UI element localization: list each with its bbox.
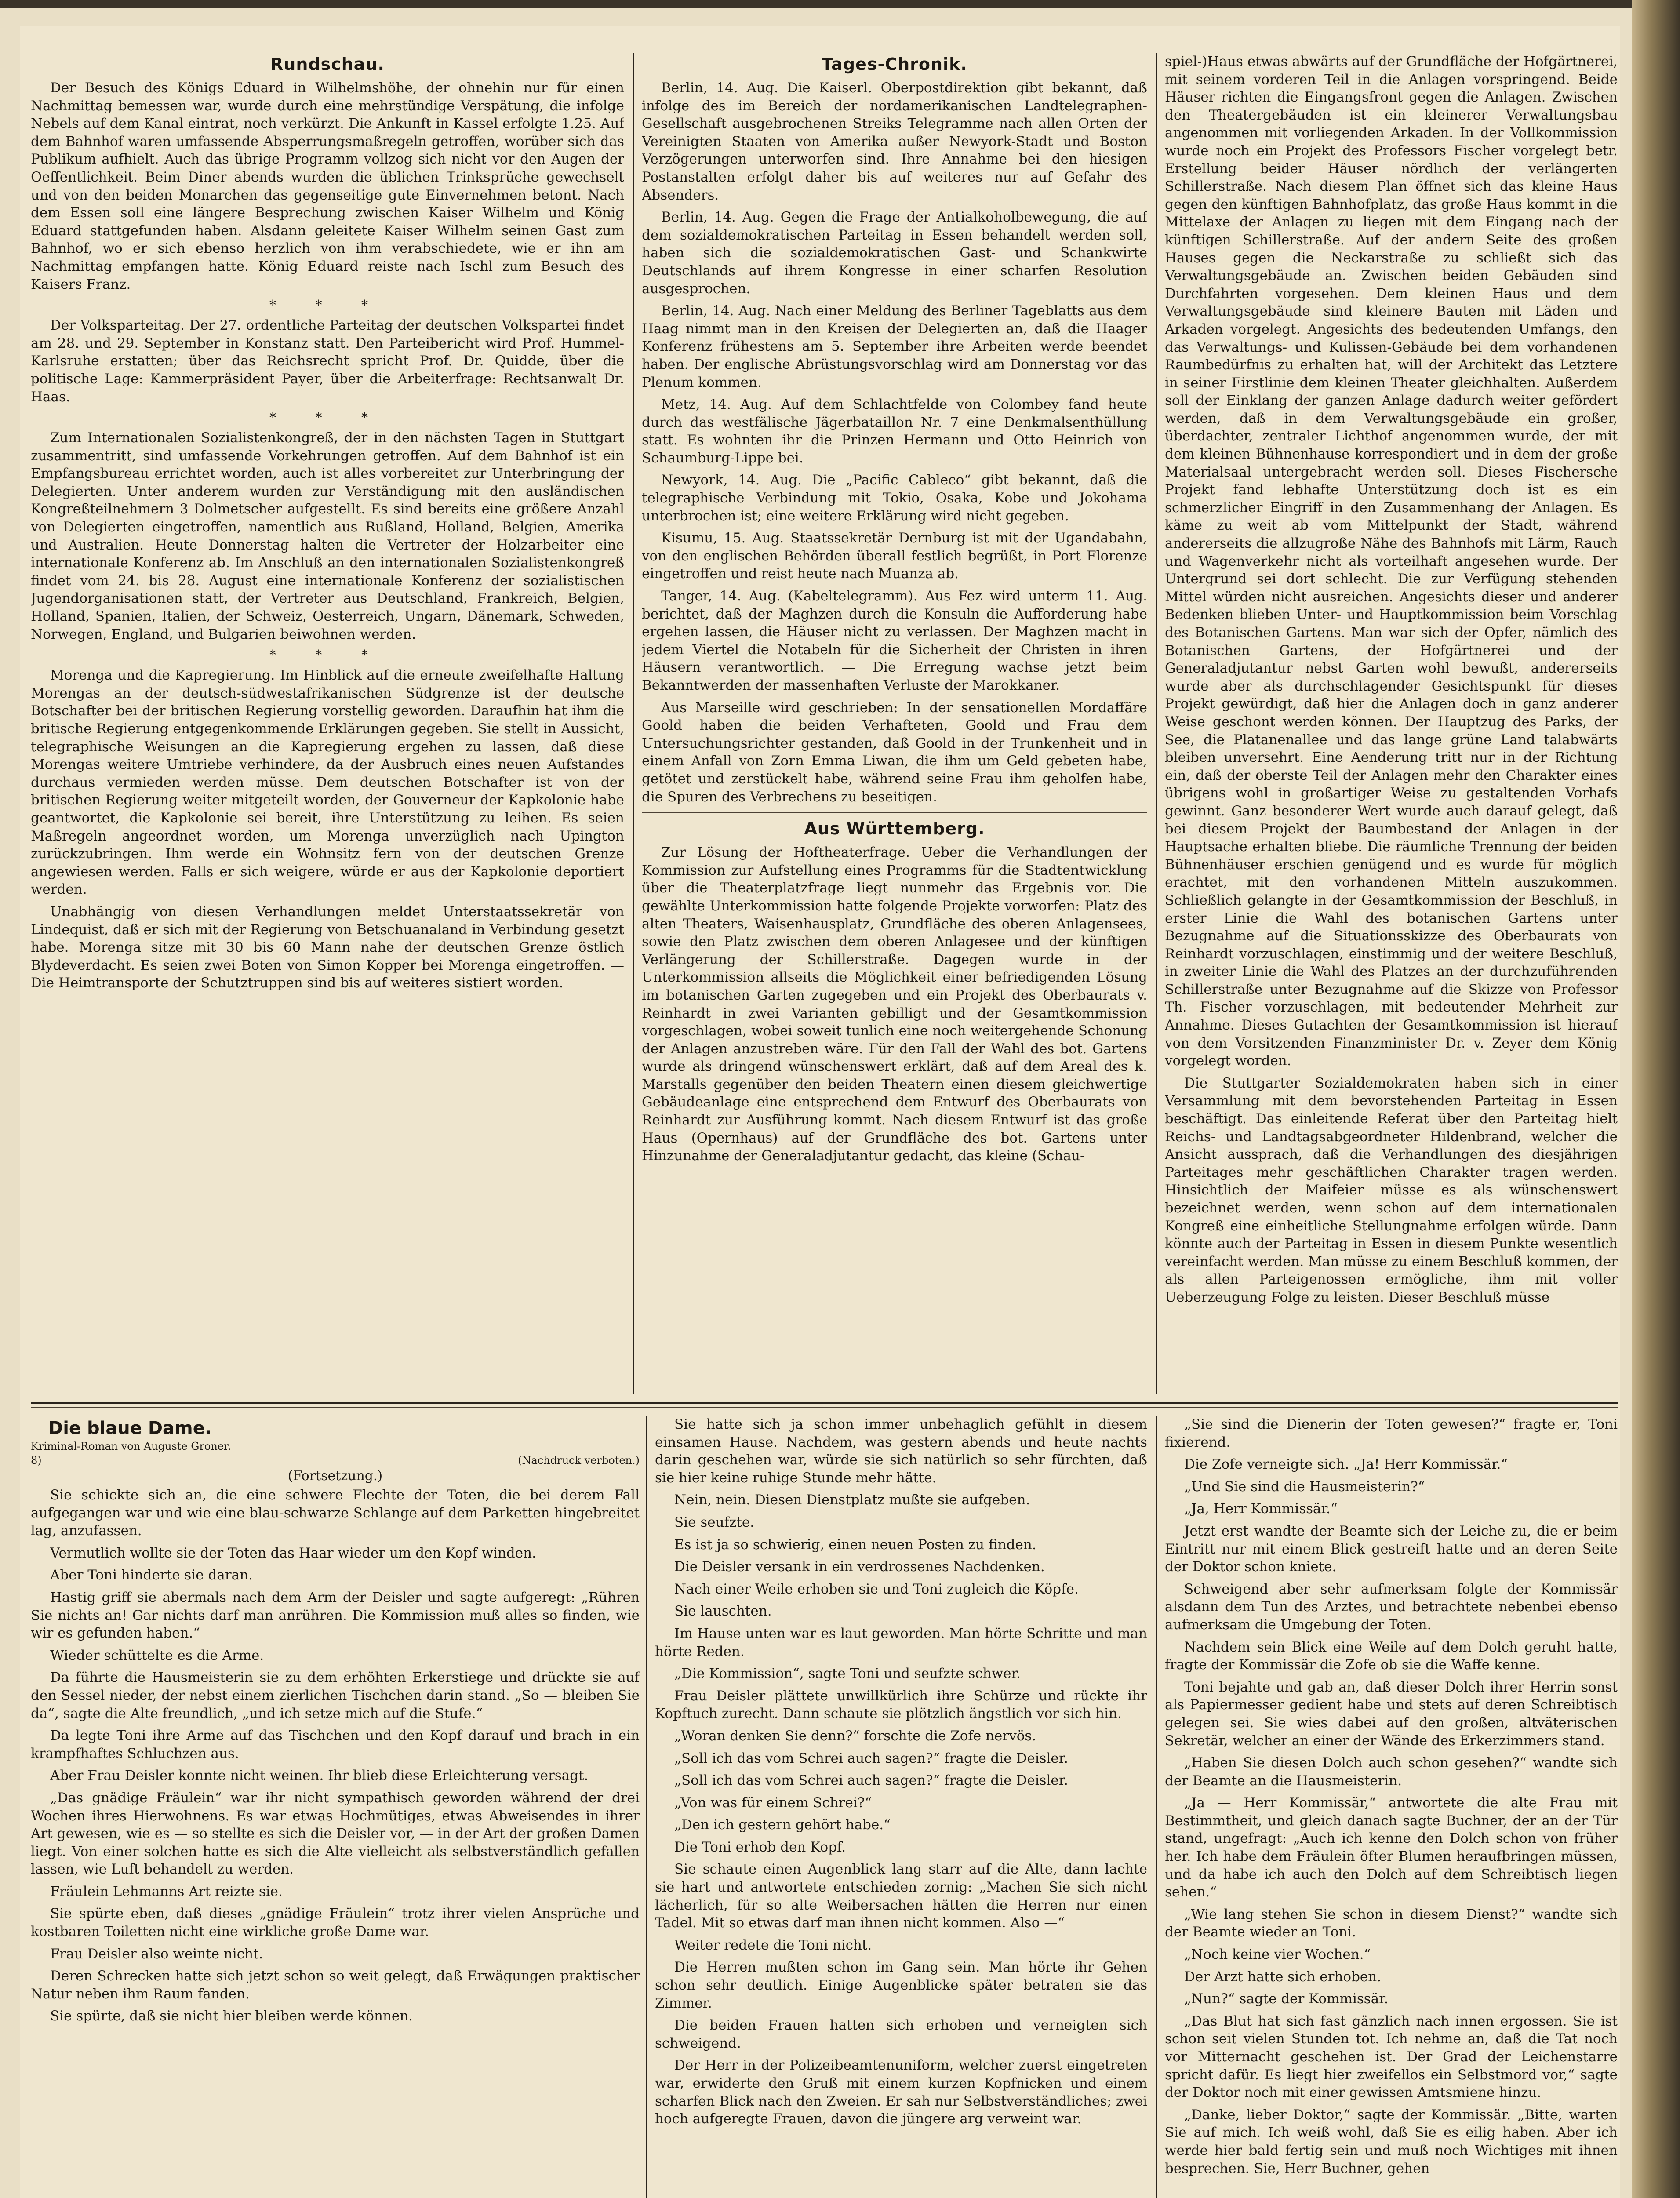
serial-meta-line <box>31 1454 640 1467</box>
serial-paragraph: Der Arzt hatte sich erhoben. <box>1184 1969 1382 1985</box>
serial-column-b <box>655 1416 1147 2198</box>
serial-paragraph: Sie hatte sich ja schon immer unbehaglich gefühlt in diesem einsamen Hause. Nachdem, was gestern abends und heute nachts darin geschehen war, würde sie sich natürlich so sehr fürchten, daß sie hier keine ruhige Stunde mehr hätte. <box>655 1416 1147 1486</box>
serial-column-a <box>31 1416 640 2198</box>
column-rule <box>633 53 634 1394</box>
serial-paragraph: Die Herren mußten schon im Gang sein. Man hörte ihr Gehen schon sehr deutlich. Einige Augenblicke später betraten sie das Zimmer. <box>655 1959 1147 2011</box>
serial-paragraph: Sie schaute einen Augenblick lang starr auf die Alte, dann lachte sie hart und antwortete entschieden zornig: „Machen Sie sich nicht lächerlich, für so alte Weibersachen hätten die Herren nur einen Tadel. Mit so etwas darf man ihnen nicht kommen. Also —“ <box>655 1861 1147 1931</box>
column-rundschau <box>31 53 624 1394</box>
news-berlin-1: Berlin, 14. Aug. Die Kaiserl. Oberpostdirektion gibt bekannt, daß infolge des im Bereich der nordamerikanischen Landtelegraphen-Gesellschaft ausgebrochenen Streiks Telegramme nach allen Orten der Vereinigten Staaten von Amerika außer Newyork-Stadt und Boston Verzögerungen unterworfen sind. Ihre Annahme bei den hiesigen Postanstalten erfolgt daher bis auf weiteres nur auf Gefahr des Absenders. <box>642 80 1147 203</box>
serial-paragraph: Nach einer Weile erhoben sie und Toni zugleich die Köpfe. <box>674 1581 1079 1597</box>
serial-paragraph: „Soll ich das vom Schrei auch sagen?“ fragte die Deisler. <box>674 1750 1069 1766</box>
serial-continuation: (Fortsetzung.) <box>287 1468 383 1484</box>
news-metz: Metz, 14. Aug. Auf dem Schlachtfelde von Colombey fand heute durch das westfälische Jägerbataillon Nr. 7 eine Denkmalsenthüllung statt. Es wohnten ihr die Prinzen Hermann und Otto Heinrich von Schaumburg-Lippe bei. <box>642 397 1147 466</box>
news-berlin-2: Berlin, 14. Aug. Gegen die Frage der Antialkoholbewegung, die auf dem sozialdemokratischen Parteitag in Essen behandelt werden soll, haben sich die sozialdemokratischen Gast- und Schankwirte Deutschlands auf ihrem Kongresse in einer scharfen Resolution ausgesprochen. <box>642 209 1147 297</box>
serial-paragraph: „Ja — Herr Kommissär,“ antwortete die alte Frau mit Bestimmtheit, und gleich danach sagte Buchner, der an der Tür stand, ungefragt: „Auch ich kenne den Dolch schon von früher her. Ich habe dem Fräulein öfter Blumen heraufbringen müssen, und da habe ich auch den Dolch auf dem Schreibtisch liegen sehen.“ <box>1165 1795 1618 1900</box>
article-hoftheaterfrage: Zur Lösung der Hoftheaterfrage. Ueber die Verhandlungen der Kommission zur Aufstellung eines Programms für die Stadtentwicklung über die Theaterplatzfrage liegt nunmehr das Ergebnis vor. Die gewählte Unterkommission hatte folgende Projekte vorworfen: Platz des alten Theaters, Waisenhausplatz, Grundfläche des oberen Anlagensees, sowie den Platz zwischen dem oberen Anlagesee und der künftigen Verlängerung der Schillerstraße. Dagegen wurde in der Unterkommission allseits die Möglichkeit einer befriedigenden Lösung im botanischen Garten zugegeben und ein Projekt des Oberbaurats v. Reinhardt in zwei Varianten gebilligt und der Gesamtkommission vorgeschlagen, wobei soweit tunlich eine noch weitergehende Schonung der Anlagen anzustreben wäre. Für den Fall der Wahl des bot. Gartens wurde als dringend wünschenswert erklärt, daß auf dem Areal des k. Marstalls gegenüber den beiden Theatern einen diesem gleichwertige Gebäudeanlage eine entsprechend dem Entwurf des Oberbaurats von Reinhardt zur Ausführung kommt. Nach diesem Entwurf ist das große Haus (Opernhaus) auf der Grundfläche des bot. Gartens unter Hinzunahme der Generaladjutantur gedacht, das kleine (Schau- <box>642 844 1147 1164</box>
serial-paragraph: Toni bejahte und gab an, daß dieser Dolch ihrer Herrin sonst als Papiermesser gedient habe und stets auf deren Schreibtisch gelegen sei. Sie wies dabei auf den großen, altväterischen Sekretär, welcher an einer der Wände des Erkerzimmers stand. <box>1165 1679 1618 1749</box>
news-marseille: Aus Marseille wird geschrieben: In der sensationellen Mordaffäre Goold haben die beiden Verhafteten, Goold und Frau dem Untersuchungsrichter gestanden, daß Goold in der Trunkenheit und in einem Anfall von Zorn Emma Liwan, die ihm um Geld gebeten habe, getötet und zerstückelt habe, während seine Frau ihm geholfen habe, die Spuren des Verbrechens zu beseitigen. <box>642 699 1147 805</box>
news-tanger: Tanger, 14. Aug. (Kabeltelegramm). Aus Fez wird unterm 11. Aug. berichtet, daß der Maghzen durch die Konsuln die Aufforderung habe ergehen lassen, die Häuser nicht zu verlassen. Der Maghzen macht in jedem Viertel die Notabeln für die Sicherheit der Christen in ihren Häusern verantwortlich. — Die Erregung wachse jetzt beim Bekanntwerden der massenhaften Verluste der Marokkaner. <box>642 588 1147 693</box>
serial-paragraph: „Von was für einem Schrei?“ <box>674 1794 872 1811</box>
serial-paragraph: „Soll ich das vom Schrei auch sagen?“ fragte die Deisler. <box>674 1772 1069 1789</box>
serial-title: Die blaue Dame. <box>48 1418 212 1438</box>
column-tages-chronik <box>642 53 1147 1394</box>
serial-paragraph: „Den ich gestern gehört habe.“ <box>674 1817 891 1833</box>
serial-paragraph: Sie lauschten. <box>674 1603 772 1619</box>
serial-number: 8) <box>31 1454 42 1467</box>
serial-paragraph: Da legte Toni ihre Arme auf das Tischchen und den Kopf darauf und brach in ein krampfhaftes Schluchzen aus. <box>31 1728 640 1761</box>
column-hoftheater-cont <box>1165 53 1618 1394</box>
article-hoftheater-continued: spiel-)Haus etwas abwärts auf der Grundfläche der Hofgärtnerei, mit seinem vorderen Teil in die Anlagen vorspringend. Beide Häuser richten die Eingangsfront gegen die Anlagen. Zwischen den Theatergebäuden ist ein kleinerer Verwaltungsbau angenommen mit vorliegenden Arkaden. In der Vollkommission wurde noch ein Projekt des Professors Fischer vorgelegt betr. Erstellung beider Häuser nördlich der verlängerten Schillerstraße. Nach diesem Plan öffnet sich das kleine Haus gegen den künftigen Bahnhofplatz, das große Haus kommt in die Mittelaxe der Anlagen zu liegen mit dem Eingang nach der künftigen Schillerstraße. Auf der andern Seite des großen Hauses gegen die Neckarstraße zu schließt sich das Verwaltungsgebäude an. Zwischen beiden Gebäuden sind Durchfahrten vorgesehen. Dem kleinen Haus und dem Verwaltungsgebäude sind kleinere Bauten mit Läden und Arkaden vorgelegt. Angesichts des bedeutenden Umfangs, den das Verwaltungs- und Kulissen-Gebäude bei dem vorhandenen Raumbedürfnis zu erhalten hat, will der Architekt das Letztere in seiner Firstlinie dem kleinen Theater gleichhalten. Außerdem soll der Einklang der ganzen Anlage dadurch weiter gefördert werden, daß in dem Verwaltungsgebäude ein großer, überdachter, zentraler Lichthof angenommen wurde, der mit dem kleinen Bühnenhause korrespondiert und in dem der große Materialsaal untergebracht werden soll. Dieses Fischersche Projekt fand lebhafte Unterstützung doch ist es ein schmerzlicher Eingriff in den Zusammenhang der Anlagen. Es käme zu weit ab vom Mittelpunkt der Stadt, während andererseits die allzugroße Nähe des Bahnhofs mit Lärm, Rauch und Wagenverkehr nicht als vorteilhaft angesehen wurde. Der Untergrund sei dort schlecht. Die zur Verfügung stehenden Mittel würden nicht ausreichen. Angesichts dieser und anderer Bedenken blieben Unter- und Hauptkommission beim Vorschlag des Botanischen Gartens. Man war sich der Opfer, nämlich des Botanischen Gartens, der Hofgärtnerei und der Generaladjutantur nebst Garten wohl bewußt, andererseits wurde aber als durchschlagender Gesichtspunkt für dieses Projekt gewürdigt, daß hier die Anlagen doch in ganz anderer Weise geschont werden können. Der Hauptzug des Parks, der See, die Platanenallee und das lange grüne Land talabwärts bleiben unversehrt. Eine Aenderung tritt nur in der Richtung ein, daß der oberste Teil der Anlagen mehr den Charakter eines übrigens wohl in großartiger Weise zu gestaltenden Vorhafs gewinnt. Ganz besonderer Wert wurde auch darauf gelegt, daß bei diesem Projekt der Baumbestand der Anlagen in der Hauptsache erhalten bliebe. Die räumliche Trennung der beiden Bühnenhäuser erschien genügend und es wurde für möglich erachtet, mit den vorhandenen Mitteln auszukommen. Schließlich gelangte in der Gesamtkommission der Beschluß, in erster Linie die Wahl des botanischen Gartens unter Bezugnahme auf die Situationsskizze des Oberbaurats von Reinhardt vorzuschlagen, einstimmig und der weitere Beschluß, in zweiter Linie die Wahl des Platzes an der durchzuführenden Schillerstraße unter Bezugnahme auf die Skizze von Professor Th. Fischer vorzuschlagen, mit bedeutender Mehrheit zur Annahme. Dieses Gutachten der Gesamtkommission ist hierauf von dem Vorsitzenden Finanzminister Dr. v. Zeyer dem König vorgelegt worden. <box>1165 54 1618 1069</box>
serial-paragraph: „Und Sie sind die Hausmeisterin?“ <box>1184 1478 1425 1495</box>
article-sozialistenkongress: Zum Internationalen Sozialistenkongreß, der in den nächsten Tagen in Stuttgart zusammentritt, sind umfassende Vorkehrungen getroffen. Auf dem Bahnhof ist ein Empfangsbureau errichtet worden, auch ist alles vorbereitet zur Unterbringung der Delegierten. Unter anderem wurden zur Verständigung mit den ausländischen Kongreßteilnehmern 3 Dolmetscher aufgestellt. Es sind bereits eine größere Anzahl von Delegierten eingetroffen, namentlich aus Rußland, Holland, Belgien, Amerika und Australien. Heute Donnerstag halten die Vertreter der Holzarbeiter eine internationale Konferenz ab. Im Anschluß an den internationalen Sozialistenkongreß findet vom 24. bis 28. August eine internationale Konferenz der sozialistischen Jugendorganisationen statt, der Vertreter aus Deutschland, Frankreich, Belgien, Holland, Spanien, Italien, der Schweiz, Oesterreich, Ungarn, Dänemark, Schweden, Norwegen, England, und Bulgarien beiwohnen werden. <box>31 430 624 642</box>
serial-paragraph: Sie seufzte. <box>674 1514 755 1530</box>
serial-notice: (Nachdruck verboten.) <box>518 1454 640 1467</box>
feuilleton-rule-thin <box>31 1407 1618 1408</box>
serial-paragraph: Der Herr in der Polizeibeamtenuniform, welcher zuerst eingetreten war, erwiderte den Gruß mit einem kurzen Kopfnicken und einem scharfen Blick nach den Zweien. Er sah nur Selbstverständliches; zwei hoch aufgeregte Frauen, davon die jüngere arg verweint war. <box>655 2057 1147 2127</box>
serial-paragraph: Sie spürte eben, daß dieses „gnädige Fräulein“ trotz ihrer vielen Ansprüche und kostbaren Toiletten nicht eine wirkliche große Dame war. <box>31 1906 640 1940</box>
serial-paragraph: Die beiden Frauen hatten sich erhoben und verneigten sich schweigend. <box>655 2017 1147 2051</box>
serial-paragraph: Nachdem sein Blick eine Weile auf dem Dolch geruht hatte, fragte der Kommissär die Zofe ob sie die Waffe kenne. <box>1165 1639 1618 1673</box>
serial-paragraph: Da führte die Hausmeisterin sie zu dem erhöhten Erkerstiege und drückte sie auf den Sessel nieder, der nebst einem zierlichen Tischchen darin stand. „So — bleiben Sie da“, sagte die Alte freundlich, „und ich setze mich auf die Stufe.“ <box>31 1670 640 1721</box>
feuilleton-rule <box>31 1402 1618 1404</box>
news-kisumu: Kisumu, 15. Aug. Staatssekretär Dernburg ist mit der Ugandabahn, von den englischen Behörden überall festlich begrüßt, in Port Florenze eingetroffen und reist heute nach Muanza ab. <box>642 530 1147 582</box>
section-separator: * * * <box>269 298 386 313</box>
column-rule <box>1156 53 1157 1394</box>
scan-edge-top <box>0 0 1680 8</box>
serial-paragraph: Frau Deisler plättete unwillkürlich ihre Schürze und rückte ihr Kopftuch zurecht. Dann schaute sie plötzlich ängstlich vor sich hin. <box>655 1688 1147 1722</box>
serial-paragraph: „Ja, Herr Kommissär.“ <box>1184 1501 1338 1517</box>
article-stuttgarter-sozialdemokraten: Die Stuttgarter Sozialdemokraten haben sich in einer Versammlung mit dem bevorstehenden Parteitag in Essen beschäftigt. Das einleitende Referat über den Parteitag hielt Reichs- und Landtagsabgeordneter Hildenbrand, welcher die Ansicht aussprach, daß die Verhandlungen des diesjährigen Parteitages mehr geschäftlichen Charakter tragen werden. Hinsichtlich der Maifeier müsse es als wünschenswert bezeichnet werden, wenn schon auf dem internationalen Kongreß eine einheitliche Stellungnahme erfolgen würde. Dann könnte auch der Parteitag in Essen in diesem Punkte wesentlich vereinfacht werden. Man müsse zu einem Beschluß kommen, der als allen Parteigenossen ermögliche, ihm mit voller Ueberzeugung Folge zu leisten. Dieser Beschluß müsse <box>1165 1075 1618 1305</box>
serial-subtitle: Kriminal-Roman von Auguste Groner. <box>31 1440 231 1452</box>
article-morenga-cont: Unabhängig von diesen Verhandlungen meldet Unterstaatssekretär von Lindequist, daß er sich mit der Regierung von Betschuanaland in Verbindung gesetzt habe. Morenga sitze mit 30 bis 60 Mann nahe der deutschen Grenze östlich Blydeverdacht. Es seien zwei Boten von Simon Kopper bei Morenga eingetroffen. — Die Heimtransporte der Schutztruppen sind bis auf weiteres sistiert worden. <box>31 903 624 991</box>
article-volksparteitag: Der Volksparteitag. Der 27. ordentliche Parteitag der deutschen Volkspartei findet am 28. und 29. September in Konstanz statt. Den Parteibericht wird Prof. Hummel-Karlsruhe erstatten; über das Reichsrecht spricht Prof. Dr. Quidde, über die politische Lage: Kammerpräsident Payer, über die Arbeiterfrage: Rechtsanwalt Dr. Haas. <box>31 317 624 405</box>
serial-paragraph: Weiter redete die Toni nicht. <box>674 1937 872 1953</box>
serial-paragraph: Deren Schrecken hatte sich jetzt schon so weit gelegt, daß Erwägungen praktischer Natur neben ihm Raum fanden. <box>31 1968 640 2002</box>
news-berlin-3: Berlin, 14. Aug. Nach einer Meldung des Berliner Tageblatts aus dem Haag nimmt man in den Kreisen der Delegierten an, daß die Haager Konferenz frühestens am 5. September ihre Arbeiten werde beendet haben. Der englische Abrüstungsvorschlag wird am Donnerstag vor das Plenum kommen. <box>642 303 1147 390</box>
serial-paragraph: „Haben Sie diesen Dolch auch schon gesehen?“ wandte sich der Beamte an die Hausmeisterin. <box>1165 1755 1618 1789</box>
serial-paragraph: Sie schickte sich an, die eine schwere Flechte der Toten, die bei derem Fall aufgegangen war und wie eine blau-schwarze Schlange auf dem Parketten hingebreitet lag, anzufassen. <box>31 1487 640 1539</box>
section-separator: * * * <box>269 410 386 426</box>
serial-paragraph: „Danke, lieber Doktor,“ sagte der Kommissär. „Bitte, warten Sie auf mich. Ich weiß wohl, daß Sie es eilig haben. Aber ich werde hier bald fertig sein und muß noch Wichtiges mit ihnen besprechen. Sie, Herr Buchner, gehen <box>1165 2107 1618 2176</box>
serial-paragraph: Vermutlich wollte sie der Toten das Haar wieder um den Kopf winden. <box>50 1545 536 1561</box>
serial-paragraph: Die Deisler versank in ein verdrossenes Nachdenken. <box>674 1559 1045 1575</box>
book-binding-edge <box>1632 0 1680 2198</box>
news-newyork: Newyork, 14. Aug. Die „Pacific Cableco“ gibt bekannt, daß die telegraphische Verbindung mit Tokio, Osaka, Kobe und Jokohama unterbrochen ist; eine weitere Erklärung wird nicht gegeben. <box>642 472 1147 524</box>
serial-paragraph: Aber Frau Deisler konnte nicht weinen. Ihr blieb diese Erleichterung versagt. <box>50 1768 589 1784</box>
rundschau-title: Rundschau. <box>270 55 385 74</box>
article-koenig-eduard: Der Besuch des Königs Eduard in Wilhelmshöhe, der ohnehin nur für einen Nachmittag bemessen war, wurde durch eine mehrstündige Verspätung, die infolge Nebels auf dem Kanal eintrat, noch verkürzt. Die Ankunft in Kassel erfolgte 1.25. Auf dem Bahnhof waren umfassende Absperrungsmaßregeln getroffen, worüber sich das Publikum aufhielt. Auch das übrige Programm vollzog sich nicht vor den Augen der Oeffentlichkeit. Beim Diner abends wurden die üblichen Trinksprüche gewechselt und von den beiden Monarchen das gegenseitige gute Einvernehmen betont. Nach dem Essen soll eine längere Besprechung zwischen Kaiser Wilhelm und König Eduard stattgefunden haben. Alsdann geleitete Kaiser Wilhelm seinen Gast zum Bahnhof, wo er sich ebenso herzlich von ihm verabschiedete, wie er ihn am Nachmittag empfangen hatte. König Eduard reiste nach Ischl zum Besuch des Kaisers Franz. <box>31 80 624 292</box>
serial-paragraph: „Das gnädige Fräulein“ war ihr nicht sympathisch geworden während der drei Wochen ihres Hierwohnens. Es war etwas Hochmütiges, etwas Abweisendes in ihrer Art gewesen, wie es — so stellte es sich die Deisler vor, — in der Art der großen Damen liegt. Von einer solchen hatte es sich die Alte vielleicht als selbstverständlich gefallen lassen, wie Luft behandelt zu werden. <box>31 1790 640 1878</box>
serial-column-c <box>1165 1416 1618 2198</box>
serial-paragraph: „Nun?“ sagte der Kommissär. <box>1184 1991 1389 2007</box>
serial-paragraph: Nein, nein. Diesen Dienstplatz mußte sie aufgeben. <box>674 1492 1030 1508</box>
column-rule <box>646 1416 647 2198</box>
serial-paragraph: Jetzt erst wandte der Beamte sich der Leiche zu, die er beim Eintritt nur mit einem Blick gestreift hatte und an deren Seite der Doktor schon kniete. <box>1165 1523 1618 1575</box>
serial-paragraph: „Die Kommission“, sagte Toni und seufzte schwer. <box>674 1666 1021 1682</box>
serial-paragraph: „Wie lang stehen Sie schon in diesem Dienst?“ wandte sich der Beamte wieder an Toni. <box>1165 1906 1618 1940</box>
serial-paragraph: Im Hause unten war es laut geworden. Man hörte Schritte und man hörte Reden. <box>655 1625 1147 1659</box>
serial-paragraph: Die Toni erhob den Kopf. <box>674 1839 846 1855</box>
serial-paragraph: Aber Toni hinderte sie daran. <box>50 1567 253 1583</box>
serial-paragraph: Sie spürte, daß sie nicht hier bleiben werde können. <box>50 2008 413 2024</box>
newspaper-page <box>20 26 1620 2198</box>
serial-paragraph: Hastig griff sie abermals nach dem Arm der Deisler und sagte aufgeregt: „Rühren Sie nichts an! Gar nichts darf man anrühren. Die Kommission muß alles so finden, wie wir es gefunden haben.“ <box>31 1589 640 1641</box>
serial-paragraph: Frau Deisler also weinte nicht. <box>50 1946 263 1962</box>
serial-paragraph: Die Zofe verneigte sich. „Ja! Herr Kommissär.“ <box>1184 1456 1508 1473</box>
article-morenga: Morenga und die Kapregierung. Im Hinblick auf die erneute zweifelhafte Haltung Morengas an der deutsch-südwestafrikanischen Südgrenze ist der deutsche Botschafter bei der britischen Regierung vorstellig geworden. Daraufhin hat ihm die britische Regierung entgegenkommende Erklärungen gegeben. Sie stellt in Aussicht, telegraphische Weisungen an die Kapregierung ergehen zu lassen, daß diese Morengas weitere Umtriebe verhindere, da der Ausbruch eines neuen Aufstandes durchaus vermieden werden müsse. Dem deutschen Botschafter ist von der britischen Regierung weiter mitgeteilt worden, der Gouverneur der Kapkolonie habe geantwortet, die Kapkolonie sei bereit, ihre Unterstützung zu leihen. Es seien Maßregeln angeordnet worden, um Morenga unverzüglich nach Upington zurückzubringen. Ihm werde ein Wohnsitz fern von der deutschen Grenze angewiesen werden. Falls er sich weigere, würde er aus der Kapkolonie deportiert werden. <box>31 667 624 898</box>
tages-chronik-title: Tages-Chronik. <box>822 55 967 74</box>
serial-paragraph: Schweigend aber sehr aufmerksam folgte der Kommissär alsdann dem Tun des Arztes, und betrachtete nebenbei ebenso aufmerksam die Umgebung der Toten. <box>1165 1581 1618 1633</box>
serial-paragraph: „Sie sind die Dienerin der Toten gewesen?“ fragte er, Toni fixierend. <box>1165 1416 1618 1450</box>
serial-paragraph: „Noch keine vier Wochen.“ <box>1184 1947 1371 1963</box>
serial-paragraph: Es ist ja so schwierig, einen neuen Posten zu finden. <box>674 1536 1036 1553</box>
serial-paragraph: Fräulein Lehmanns Art reizte sie. <box>50 1883 283 1900</box>
serial-paragraph: „Woran denken Sie denn?“ forschte die Zofe nervös. <box>674 1728 1036 1744</box>
section-separator: * * * <box>269 648 386 663</box>
serial-paragraph: „Das Blut hat sich fast gänzlich nach innen ergossen. Sie ist schon seit vielen Stunden tot. Ich nehme an, daß die Tat noch vor Mitternacht geschehen ist. Der Grad der Leichenstarre spricht dafür. Es liegt hier zweifellos ein Selbstmord vor,“ sagte der Doktor noch mit einer gewissen Amtsmiene hinzu. <box>1165 2013 1618 2101</box>
serial-paragraph: Wieder schüttelte es die Arme. <box>50 1647 264 1663</box>
serial-byline <box>31 1440 640 1452</box>
column-rule <box>1156 1416 1157 2198</box>
section-divider <box>642 812 1147 813</box>
wuerttemberg-title: Aus Württemberg. <box>804 819 985 839</box>
